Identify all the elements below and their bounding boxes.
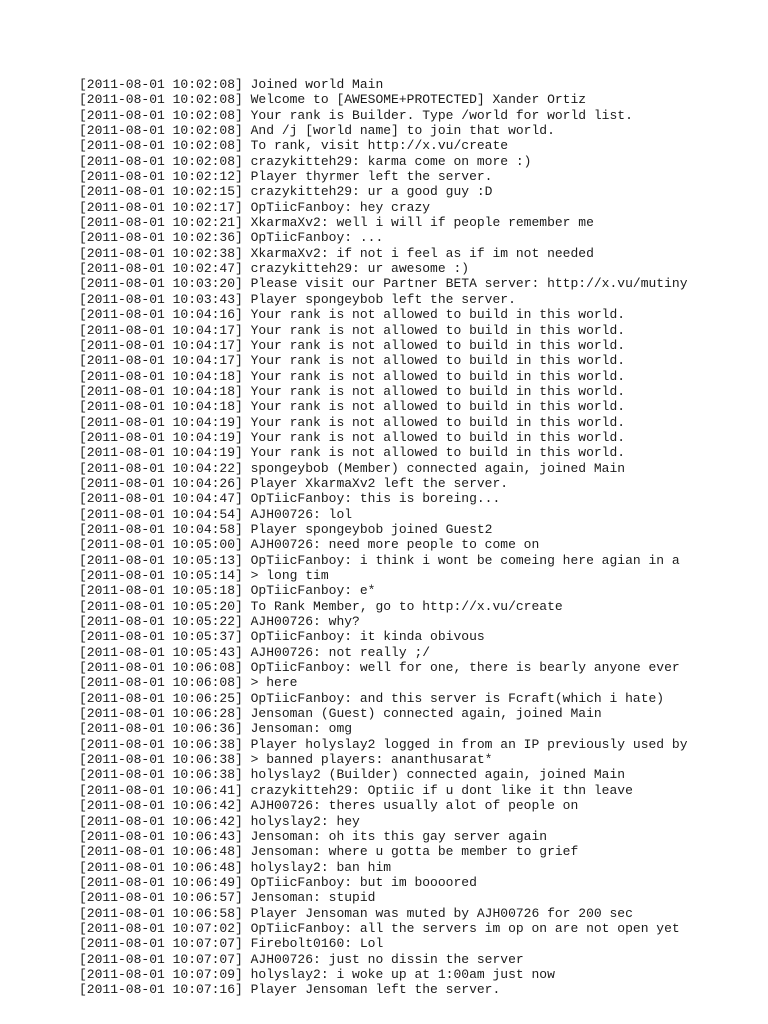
- log-line: [2011-08-01 10:07:09] holyslay2: i woke up at 1:00am just now: [79, 966, 555, 982]
- log-line: [2011-08-01 10:05:20] To Rank Member, go to http://x.vu/create: [79, 598, 563, 614]
- log-line: [2011-08-01 10:04:19] Your rank is not allowed to build in this world.: [79, 414, 626, 430]
- log-line: [2011-08-01 10:06:42] holyslay2: hey: [79, 813, 360, 829]
- chat-log: [79, 77, 759, 998]
- log-line: [2011-08-01 10:07:07] AJH00726: just no dissin the server: [79, 951, 524, 967]
- log-line: [2011-08-01 10:05:00] AJH00726: need more people to come on: [79, 537, 540, 553]
- log-line: [2011-08-01 10:07:16] Player Jensoman left the server.: [79, 982, 501, 998]
- log-line: [2011-08-01 10:02:38] XkarmaXv2: if not i feel as if im not needed: [79, 245, 594, 261]
- log-line: [2011-08-01 10:05:37] OpTiicFanboy: it kinda obivous: [79, 629, 485, 645]
- log-line: [2011-08-01 10:06:25] OpTiicFanboy: and this server is Fcraft(which i hate): [79, 690, 665, 706]
- log-line: [2011-08-01 10:06:49] OpTiicFanboy: but im boooored: [79, 874, 477, 890]
- log-line: [2011-08-01 10:06:57] Jensoman: stupid: [79, 890, 376, 906]
- log-line: [2011-08-01 10:04:54] AJH00726: lol: [79, 506, 353, 522]
- log-line: [2011-08-01 10:04:22] spongeybob (Member) connected again, joined Main: [79, 460, 626, 476]
- log-line: [2011-08-01 10:05:18] OpTiicFanboy: e*: [79, 583, 376, 599]
- log-line: [2011-08-01 10:06:41] crazykitteh29: Optiic if u dont like it thn leave: [79, 782, 633, 798]
- log-line: [2011-08-01 10:02:17] OpTiicFanboy: hey crazy: [79, 199, 431, 215]
- log-line: [2011-08-01 10:04:18] Your rank is not allowed to build in this world.: [79, 399, 626, 415]
- log-line: [2011-08-01 10:02:12] Player thyrmer left the server.: [79, 169, 493, 185]
- log-line: [2011-08-01 10:06:08] OpTiicFanboy: well for one, there is bearly anyone ever: [79, 660, 680, 676]
- log-line: [2011-08-01 10:02:47] crazykitteh29: ur awesome :): [79, 261, 470, 277]
- log-line: [2011-08-01 10:04:17] Your rank is not allowed to build in this world.: [79, 337, 626, 353]
- log-line: [2011-08-01 10:06:58] Player Jensoman was muted by AJH00726 for 200 sec: [79, 905, 633, 921]
- log-line: [2011-08-01 10:06:38] Player holyslay2 logged in from an IP previously used by: [79, 736, 688, 752]
- log-line: [2011-08-01 10:02:08] Your rank is Builder. Type /world for world list.: [79, 107, 633, 123]
- log-line: [2011-08-01 10:02:36] OpTiicFanboy: ...: [79, 230, 384, 246]
- log-line: [2011-08-01 10:06:38] holyslay2 (Builder) connected again, joined Main: [79, 767, 626, 783]
- log-line: [2011-08-01 10:04:47] OpTiicFanboy: this is boreing...: [79, 491, 501, 507]
- log-line: [2011-08-01 10:04:18] Your rank is not allowed to build in this world.: [79, 383, 626, 399]
- log-line: [2011-08-01 10:05:14] > long tim: [79, 568, 329, 583]
- log-line: [2011-08-01 10:06:08] > here: [79, 675, 298, 691]
- log-line: [2011-08-01 10:02:08] And /j [world name] to join that world.: [79, 123, 555, 139]
- log-line: [2011-08-01 10:07:02] OpTiicFanboy: all the servers im op on are not open yet: [79, 920, 680, 936]
- log-line: [2011-08-01 10:02:08] Joined world Main: [79, 77, 384, 92]
- log-line: [2011-08-01 10:02:15] crazykitteh29: ur a good guy :D: [79, 184, 493, 200]
- log-line: [2011-08-01 10:04:26] Player XkarmaXv2 left the server.: [79, 475, 509, 491]
- log-line: [2011-08-01 10:05:13] OpTiicFanboy: i think i wont be comeing here agian in a: [79, 552, 680, 568]
- log-line: [2011-08-01 10:04:17] Your rank is not allowed to build in this world.: [79, 353, 626, 369]
- log-line: [2011-08-01 10:03:43] Player spongeybob left the server.: [79, 291, 516, 307]
- log-line: [2011-08-01 10:02:08] To rank, visit http://x.vu/create: [79, 138, 509, 154]
- log-line: [2011-08-01 10:06:48] Jensoman: where u gotta be member to grief: [79, 844, 579, 860]
- log-line: [2011-08-01 10:04:19] Your rank is not allowed to build in this world.: [79, 445, 626, 461]
- log-line: [2011-08-01 10:06:38] > banned players: ananthusarat*: [79, 752, 493, 768]
- log-line: [2011-08-01 10:06:48] holyslay2: ban him: [79, 859, 392, 875]
- log-line: [2011-08-01 10:05:43] AJH00726: not really ;/: [79, 644, 431, 660]
- log-line: [2011-08-01 10:04:18] Your rank is not allowed to build in this world.: [79, 368, 626, 384]
- log-line: [2011-08-01 10:02:08] crazykitteh29: karma come on more :): [79, 153, 532, 169]
- log-line: [2011-08-01 10:06:36] Jensoman: omg: [79, 721, 353, 737]
- log-line: [2011-08-01 10:06:28] Jensoman (Guest) connected again, joined Main: [79, 706, 602, 722]
- log-line: [2011-08-01 10:04:19] Your rank is not allowed to build in this world.: [79, 429, 626, 445]
- log-line: [2011-08-01 10:04:17] Your rank is not allowed to build in this world.: [79, 322, 626, 338]
- log-line: [2011-08-01 10:05:22] AJH00726: why?: [79, 614, 360, 630]
- log-line: [2011-08-01 10:06:42] AJH00726: theres usually alot of people on: [79, 798, 579, 814]
- log-line: [2011-08-01 10:03:20] Please visit our Partner BETA server: http://x.vu/mutiny: [79, 276, 688, 292]
- log-line: [2011-08-01 10:02:21] XkarmaXv2: well i will if people remember me: [79, 215, 594, 231]
- log-line: [2011-08-01 10:04:16] Your rank is not allowed to build in this world.: [79, 307, 626, 323]
- log-line: [2011-08-01 10:07:07] Firebolt0160: Lol: [79, 936, 384, 952]
- log-line: [2011-08-01 10:02:08] Welcome to [AWESOME+PROTECTED] Xander Ortiz: [79, 92, 587, 108]
- log-line: [2011-08-01 10:04:58] Player spongeybob joined Guest2: [79, 521, 493, 537]
- log-line: [2011-08-01 10:06:43] Jensoman: oh its this gay server again: [79, 828, 548, 844]
